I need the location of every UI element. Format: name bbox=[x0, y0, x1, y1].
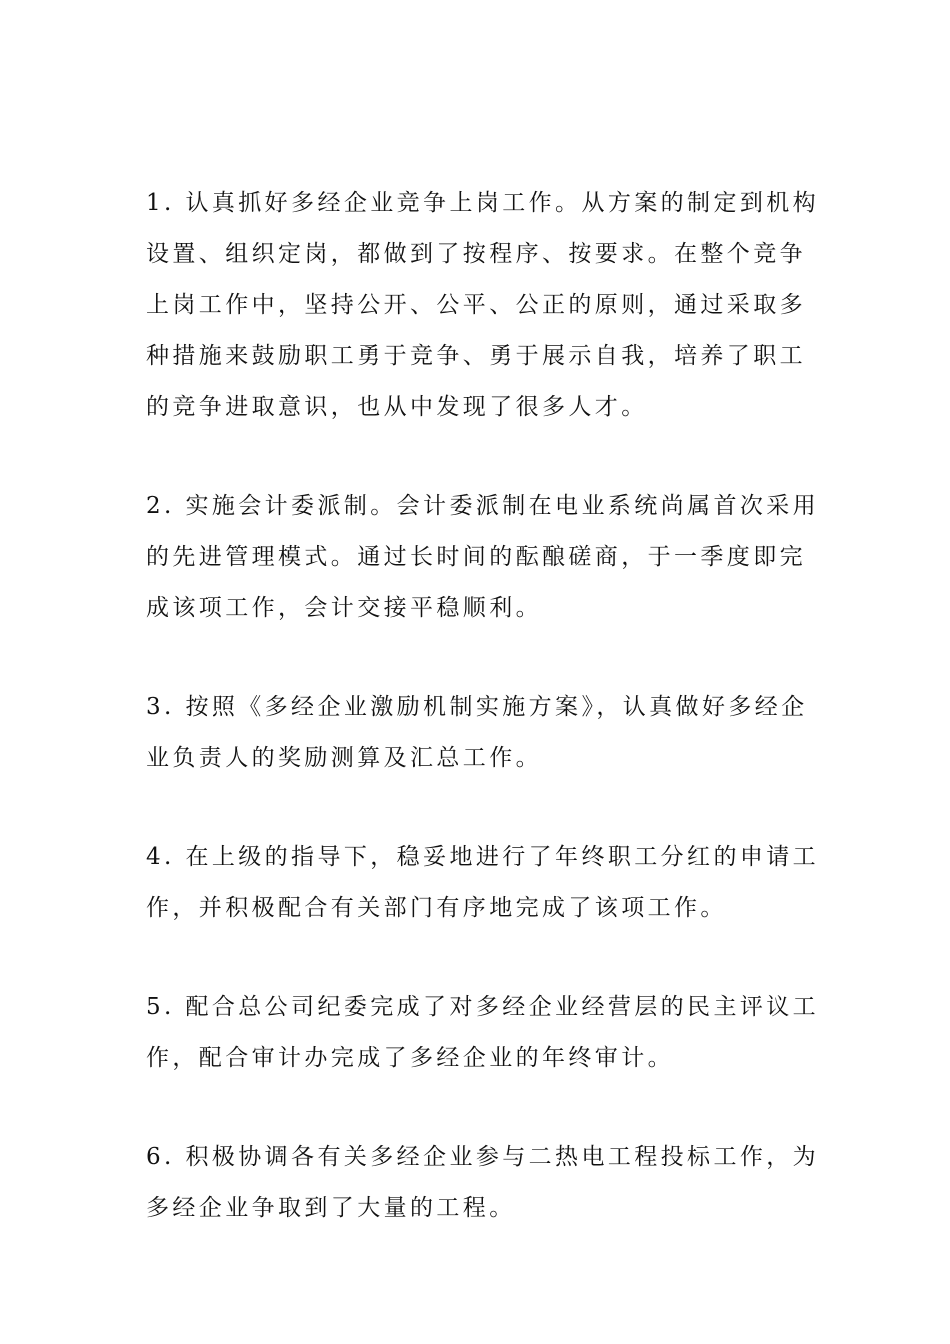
paragraph-line: 的竞争进取意识，也从中发现了很多人才。 bbox=[146, 394, 648, 420]
paragraph-line: 设置、组织定岗，都做到了按程序、按要求。在整个竞争 bbox=[146, 241, 806, 267]
paragraph-line: 4. 在上级的指导下，稳妥地进行了年终职工分红的申请工 bbox=[146, 844, 820, 870]
paragraph-1 bbox=[146, 178, 820, 433]
paragraph-5 bbox=[146, 982, 820, 1084]
paragraph-line: 的先进管理模式。通过长时间的酝酿磋商，于一季度即完 bbox=[146, 544, 806, 570]
paragraph-line: 上岗工作中，坚持公开、公平、公正的原则，通过采取多 bbox=[146, 292, 806, 318]
paragraph-2 bbox=[146, 481, 820, 634]
paragraph-line: 成该项工作，会计交接平稳顺利。 bbox=[146, 595, 542, 621]
paragraph-line: 作，配合审计办完成了多经企业的年终审计。 bbox=[146, 1045, 674, 1071]
paragraph-6 bbox=[146, 1132, 820, 1234]
paragraph-line: 3. 按照《多经企业激励机制实施方案》，认真做好多经企 bbox=[146, 694, 808, 720]
paragraph-line: 业负责人的奖励测算及汇总工作。 bbox=[146, 745, 542, 771]
paragraph-line: 2. 实施会计委派制。会计委派制在电业系统尚属首次采用 bbox=[146, 493, 820, 519]
paragraph-line: 1. 认真抓好多经企业竞争上岗工作。从方案的制定到机构 bbox=[146, 190, 820, 216]
paragraph-4 bbox=[146, 832, 820, 934]
document-body bbox=[146, 178, 820, 1282]
paragraph-3 bbox=[146, 682, 806, 784]
paragraph-line: 6. 积极协调各有关多经企业参与二热电工程投标工作，为 bbox=[146, 1144, 820, 1170]
paragraph-line: 作，并积极配合有关部门有序地完成了该项工作。 bbox=[146, 895, 727, 921]
paragraph-line: 多经企业争取到了大量的工程。 bbox=[146, 1195, 516, 1221]
paragraph-line: 种措施来鼓励职工勇于竞争、勇于展示自我，培养了职工 bbox=[146, 343, 806, 369]
paragraph-line: 5. 配合总公司纪委完成了对多经企业经营层的民主评议工 bbox=[146, 994, 820, 1020]
